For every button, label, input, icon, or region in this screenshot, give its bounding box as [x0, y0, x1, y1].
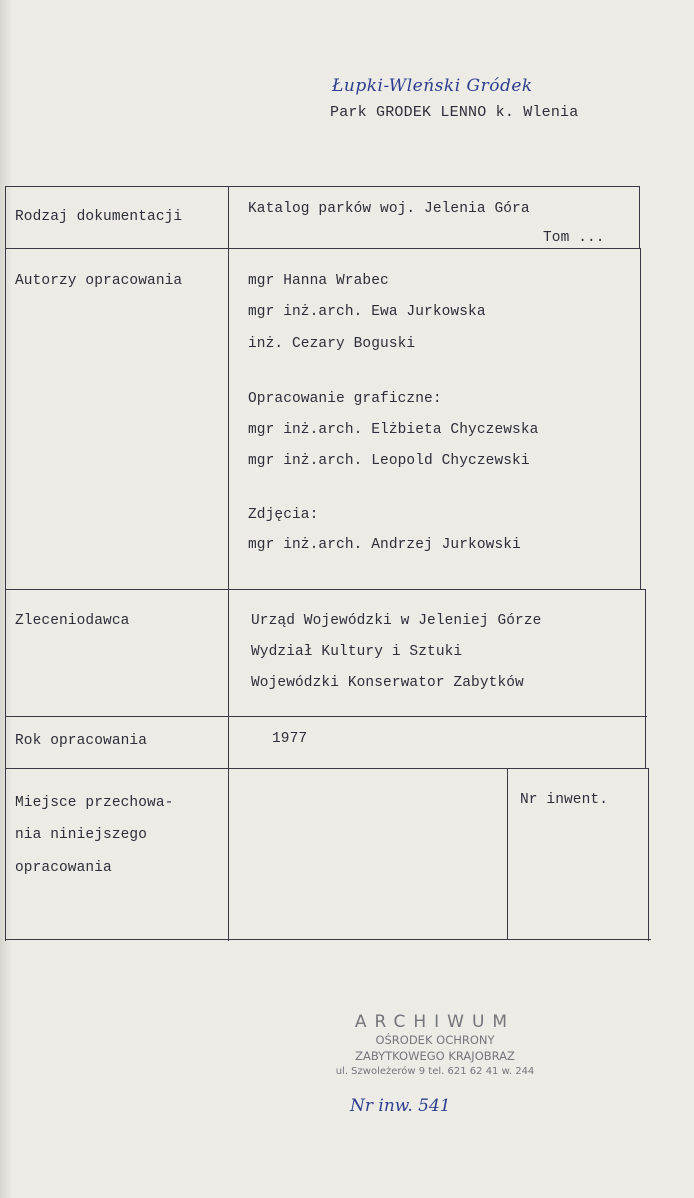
typed-title: Park GRODEK LENNO k. Wlenia: [330, 104, 579, 121]
author-line: mgr inż.arch. Andrzej Jurkowski: [248, 537, 521, 553]
author-line: mgr Hanna Wrabec: [248, 273, 389, 289]
commissioner-line: Urząd Wojewódzki w Jeleniej Górze: [251, 613, 542, 629]
commissioner-line: Wojewódzki Konserwator Zabytków: [251, 675, 524, 691]
handwritten-inventory-number: Nr inw. 541: [350, 1096, 451, 1116]
column-divider: [228, 186, 229, 941]
row-divider: [5, 716, 647, 717]
author-line: mgr inż.arch. Ewa Jurkowska: [248, 304, 486, 320]
table-border-right: [648, 768, 649, 941]
author-line: mgr inż.arch. Leopold Chyczewski: [248, 453, 530, 469]
stamp-line: ul. Szwoleżerów 9 tel. 621 62 41 w. 244: [335, 1066, 535, 1077]
label-documentation-type: Rodzaj dokumentacji: [15, 209, 183, 225]
label-commissioner: Zleceniodawca: [15, 613, 130, 629]
label-storage-location: nia niniejszego: [15, 827, 148, 843]
photos-heading: Zdjęcia:: [248, 507, 319, 523]
label-inventory-number: Nr inwent.: [520, 792, 609, 808]
value-volume: Tom ...: [543, 230, 605, 246]
row-divider: [5, 768, 648, 769]
graphics-heading: Opracowanie graficzne:: [248, 391, 442, 407]
row-divider: [5, 589, 645, 590]
value-year: 1977: [272, 731, 308, 747]
row-divider: [5, 248, 641, 249]
author-line: inż. Cezary Boguski: [248, 336, 416, 352]
stamp-line: ZABYTKOWEGO KRAJOBRAZ: [355, 1049, 515, 1063]
inventory-column-divider: [507, 768, 508, 940]
stamp-line: OŚRODEK OCHRONY: [375, 1033, 495, 1047]
table-border-top: [5, 186, 639, 187]
table-border-bottom: [5, 939, 651, 940]
commissioner-line: Wydział Kultury i Sztuki: [251, 644, 463, 660]
handwritten-title: Łupki-Wleński Gródek: [332, 76, 533, 96]
archive-stamp: [300, 1012, 570, 1079]
documentation-form-table: [5, 186, 651, 941]
label-authors: Autorzy opracowania: [15, 273, 183, 289]
author-line: mgr inż.arch. Elżbieta Chyczewska: [248, 422, 539, 438]
label-storage-location: opracowania: [15, 860, 112, 876]
stamp-line: ARCHIWUM: [354, 1012, 516, 1032]
table-border-left: [5, 186, 6, 941]
table-border-right: [640, 248, 641, 589]
value-documentation-type: Katalog parków woj. Jelenia Góra: [248, 201, 530, 217]
table-border-right: [645, 589, 646, 769]
table-border-right: [639, 186, 640, 248]
label-year: Rok opracowania: [15, 733, 148, 749]
label-storage-location: Miejsce przechowa-: [15, 795, 174, 811]
